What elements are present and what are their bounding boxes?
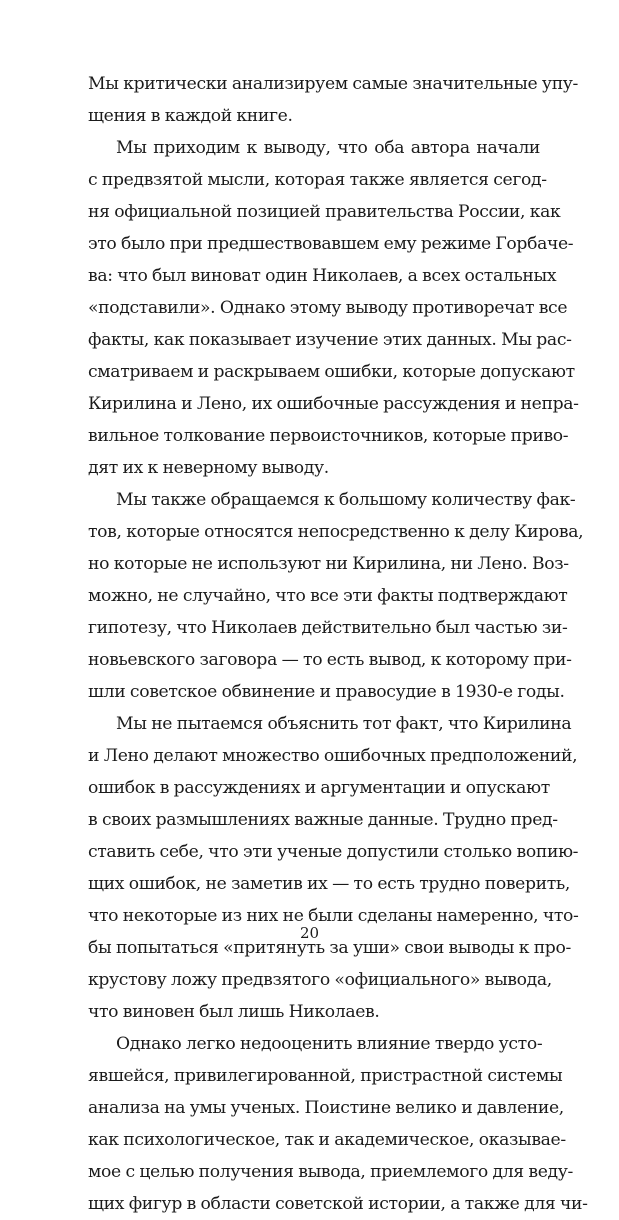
text-line: анализа на умы ученых. Поистине велико и давление,: [88, 1098, 564, 1118]
text-line: с предвзятой мысли, которая также является сегод-: [88, 170, 547, 190]
text-line: как психологическое, так и академическое, оказывае-: [88, 1130, 566, 1150]
text-line: факты, как показывает изучение этих данных. Мы рас-: [88, 330, 572, 350]
text-line: сматриваем и раскрываем ошибки, которые допускают: [88, 362, 575, 382]
paragraph: [88, 708, 579, 1028]
text-line: «подставили». Однако этому выводу противоречат все: [88, 298, 568, 318]
text-line: щих фигур в области советской истории, а также для чи-: [88, 1194, 588, 1214]
text-line: и Лено делают множество ошибочных предположений,: [88, 746, 578, 766]
text-line: но которые не используют ни Кирилина, ни Лено. Воз-: [88, 554, 569, 574]
text-line: это было при предшествовавшем ему режиме Горбаче-: [88, 234, 574, 254]
text-line: Однако легко недооценить влияние твердо усто-: [116, 1034, 543, 1054]
text-line: Мы приходим к выводу, что оба автора начали: [116, 138, 540, 158]
text-line: бы попытаться «притянуть за уши» свои выводы к про-: [88, 938, 571, 958]
text-line: мое с целью получения вывода, приемлемого для веду-: [88, 1162, 573, 1182]
text-line: ва: что был виноват один Николаев, а всех остальных: [88, 266, 557, 286]
paragraph: [88, 1028, 588, 1220]
text-line: щих ошибок, не заметив их — то есть трудно поверить,: [88, 874, 571, 894]
paragraph: [88, 132, 579, 484]
text-line: новьевского заговора — то есть вывод, к которому при-: [88, 650, 572, 670]
text-line: что виновен был лишь Николаев.: [88, 1002, 380, 1022]
text-line: что некоторые из них не были сделаны намеренно, что-: [88, 906, 579, 926]
text-line: тов, которые относятся непосредственно к делу Кирова,: [88, 522, 584, 542]
text-line: крустову ложу предвзятого «официального» вывода,: [88, 970, 552, 990]
paragraph: [88, 68, 579, 132]
text-line: Мы также обращаемся к большому количеству фак-: [116, 490, 576, 510]
text-line: шли советское обвинение и правосудие в 1930-е годы.: [88, 682, 565, 702]
text-line: гипотезу, что Николаев действительно был частью зи-: [88, 618, 568, 638]
body-text: [88, 68, 588, 1220]
text-line: ошибок в рассуждениях и аргументации и опускают: [88, 778, 550, 798]
text-line: можно, не случайно, что все эти факты подтверждают: [88, 586, 568, 606]
text-line: вильное толкование первоисточников, которые приво-: [88, 426, 569, 446]
text-line: в своих размышлениях важные данные. Трудно пред-: [88, 810, 558, 830]
text-line: дят их к неверному выводу.: [88, 458, 329, 478]
text-line: ставить себе, что эти ученые допустили столько вопию-: [88, 842, 579, 862]
text-line: явшейся, привилегированной, пристрастной системы: [88, 1066, 563, 1086]
text-line: ня официальной позицией правительства России, как: [88, 202, 561, 222]
text-line: Мы не пытаемся объяснить тот факт, что Кирилина: [116, 714, 572, 734]
page-number: 20: [299, 924, 320, 942]
text-line: Мы критически анализируем самые значительные упу-: [88, 74, 579, 94]
paragraph: [88, 484, 584, 708]
text-line: щения в каждой книге.: [88, 106, 293, 126]
text-line: Кирилина и Лено, их ошибочные рассуждения и непра-: [88, 394, 579, 414]
